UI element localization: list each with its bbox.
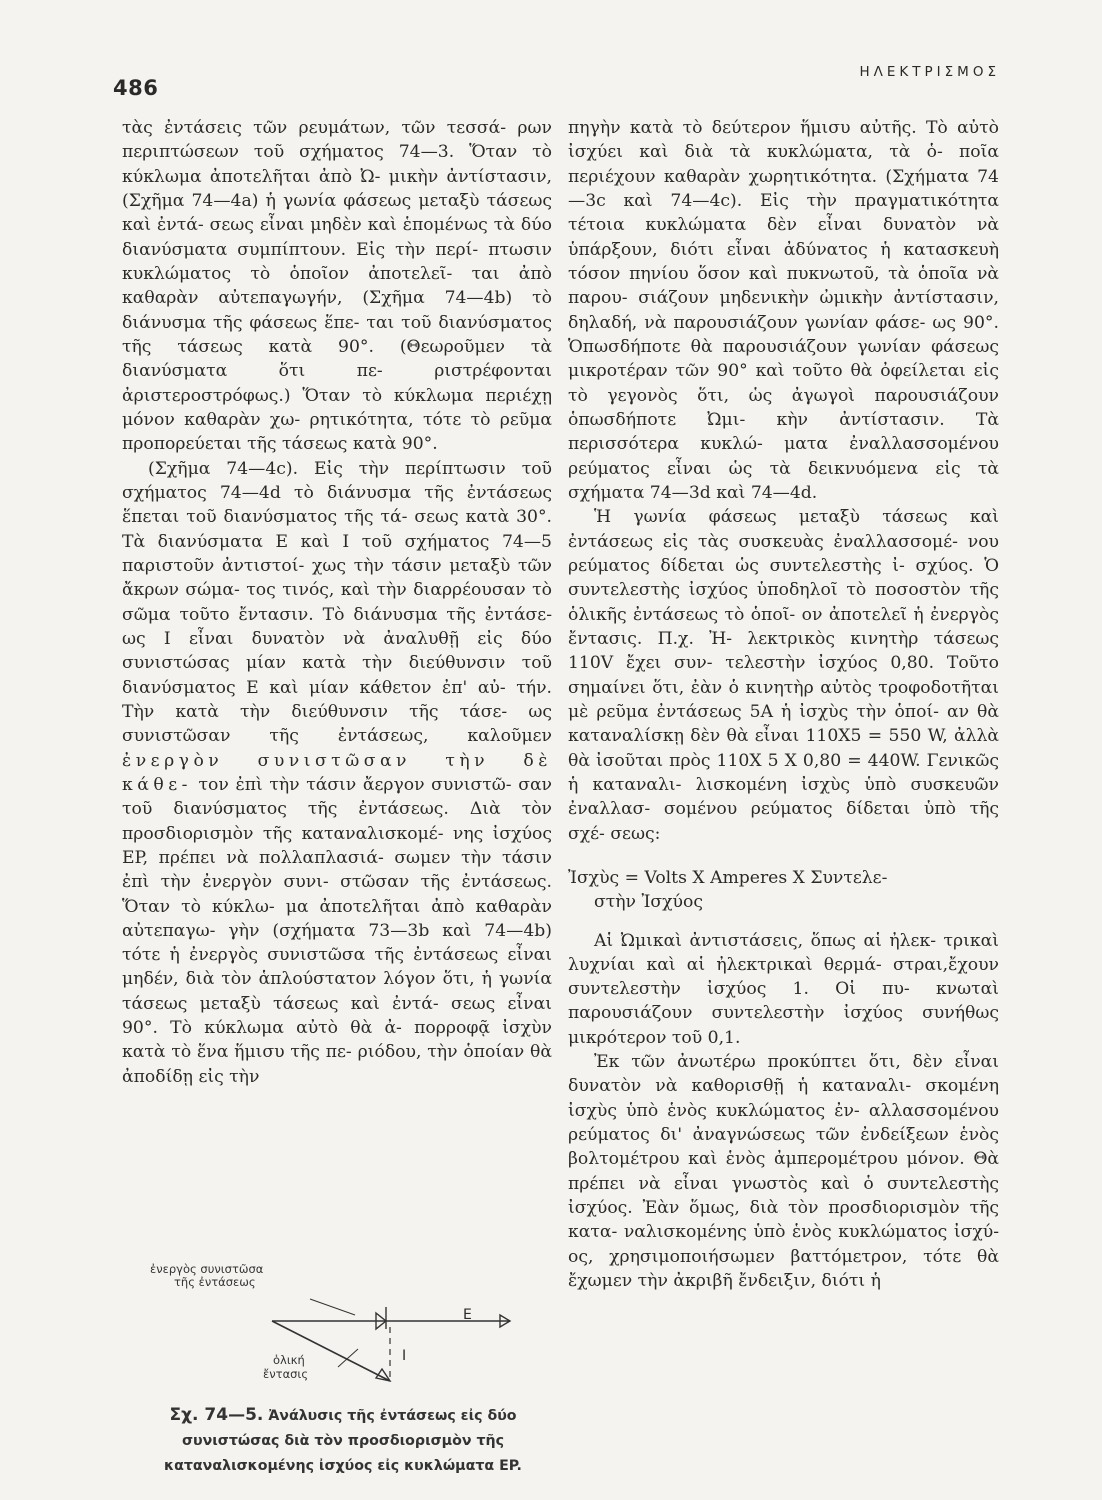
text-line: ματα ἐναλλασσομένου ρεύματος εἶναι ὡς — [568, 434, 999, 479]
text-line: συνιστώσας μίαν κατὰ τὴν διεύθυνσιν τοῦ — [122, 653, 552, 674]
text-line: ἐνεργὸν συνιστῶσαν τὴν δὲ κάθε- — [122, 750, 552, 795]
text-line: τοῦτο θὰ ὀφείλεται εἰς τὸ γεγονὸς ὅτι, ὡς — [568, 361, 1000, 406]
paragraph — [122, 116, 552, 457]
left-column — [122, 116, 552, 1089]
text-line: χως τὴν τάσιν μεταξὺ τῶν ἄκρων σώμα- — [122, 555, 552, 601]
leader-line-total — [338, 1349, 358, 1367]
caption-text: Ἀνάλυσις τῆς ἐντάσεως εἰς δύο συνιστώσας διὰ τὸν προσδιορισμὸν τῆς καταναλισκομένης ἰσχύος εἰς κυκλώματα EP. — [164, 1408, 522, 1474]
leader-line-active — [310, 1299, 355, 1315]
text-line: αλλασσομένου ρεύματος δι' ἀναγνώσεως — [568, 1100, 999, 1146]
text-line: ρων περιπτώσεων τοῦ σχήματος 74—3. — [122, 118, 552, 163]
text-line: ριόδου, τὴν ὁποίαν θὰ ἀποδίδῃ εἰς τὴν — [122, 1042, 553, 1087]
text-line: σκομένη ἰσχὺς ὑπὸ ἑνὸς κυκλώματος ἐν- — [568, 1076, 999, 1121]
text-line: ναλισκομένης ὑπὸ ἑνὸς κυκλώματος ἰσχύ- — [623, 1222, 999, 1243]
text-line: νου ρεύματος δίδεται ὡς συντελεστὴς ἰ- — [568, 531, 999, 576]
text-line: ται ἀπὸ καθαρὰν αὐτεπαγωγήν, (Σχῆμα — [122, 263, 552, 309]
text-line: γωνία φάσεως μεταξὺ τάσεως καὶ ἐντά- — [122, 190, 552, 236]
text-line: τοῦ σχήματος 74—4d τὸ διάνυσμα τῆς — [122, 458, 552, 503]
paragraph — [568, 929, 999, 1051]
formula — [568, 866, 999, 915]
label-active-component: ἐνεργὸς συνιστῶσα — [150, 1262, 264, 1276]
text-line: θὰ ἔχωμεν τὴν ἀκριβῆ ἔνδειξιν, διότι ἡ — [568, 1246, 999, 1292]
text-line: εἶναι ἀδύνατος ἡ κατασκευὴ τόσον πηνίου — [568, 239, 999, 284]
paragraph — [568, 116, 999, 505]
paragraph — [568, 1050, 999, 1293]
text-line: = 550 W, ἀλλὰ θὰ ἰσοῦται πρὸς 110X — [568, 726, 999, 771]
text-line: σεως: — [610, 823, 661, 844]
text-line: γνωστὸς καὶ ὁ συντελεστὴς ἰσχύος. Ἐὰν — [568, 1173, 999, 1219]
text-line: τὰς ἐντάσεις τῶν ρευμάτων, τῶν τεσσά- — [122, 118, 507, 138]
text-line: στῶσαν τῆς ἐντάσεως. Ὅταν τὸ κύκλω- — [122, 872, 553, 917]
text-line: τῆς τάσεως κατὰ 90°. — [247, 434, 438, 455]
text-line: ος, χρησιμοποιήσωμεν βαττόμετρον, τότε — [568, 1246, 962, 1267]
text-line: εἶναι δυνατὸν νὰ καθορισθῇ ἡ καταναλι- — [568, 1052, 999, 1097]
text-line: λεκτρικὸς κινητὴρ τάσεως 110V ἔχει συν- — [568, 628, 999, 674]
text-line: συνήθως μικρότερον τοῦ 0,1. — [568, 1003, 999, 1048]
text-line: Ἰσχὺς = Volts X Amperes X Συντελε- — [568, 867, 888, 888]
page-number: 486 — [113, 76, 159, 100]
text-line: ως συνιστῶσαν τῆς ἐντάσεως, καλοῦμεν — [122, 701, 552, 747]
text-line: ται τοῦ διανύσματος τῆς τάσεως κατὰ — [122, 312, 553, 357]
text-line: ἀμπερομέτρου μόνον. Θὰ πρέπει νὰ εἶναι — [568, 1149, 1000, 1194]
vector-diagram — [120, 1263, 560, 1393]
text-line: πτωσιν κυκλώματος τὸ ὁποῖον ἀποτελεῖ- — [122, 239, 552, 284]
text-line: ὅτι, ἐὰν ὁ κινητὴρ αὐτὸς τροφοδοτῆται — [652, 677, 1000, 698]
text-line: (Σχῆμα 74—4c). Εἰς τὴν περίπτωσιν — [148, 458, 506, 479]
text-line: σιάζουν μηδενικὴν ὠμικὴν ἀντίστασιν, — [638, 288, 1000, 309]
text-line: τὴν πραγματικότητα τέτοια κυκλώματα — [568, 190, 999, 236]
text-line: ἀγωγοὶ παρουσιάζουν ὁπωσδήποτε Ὠμι- — [568, 385, 999, 430]
text-line: τον ἐπὶ τὴν τάσιν ἄεργον συνιστῶ- — [198, 774, 512, 795]
text-line: αὐτὸ ἰσχύει καὶ διὰ τὰ κυκλώματα, τὰ ὁ- — [568, 118, 999, 163]
text-line: μα ἀποτελῆται ἀπὸ καθαρὰν αὐτεπαγω- — [122, 896, 552, 941]
text-line: τὸ ποσοστὸν τῆς ὁλικῆς ἐντάσεως τὸ ὁποῖ- — [568, 580, 999, 625]
text-line: τοῦ σχήματος 74—5 παριστοῦν ἀντιστοί- — [122, 531, 552, 576]
text-line: στὴν Ἰσχύος — [594, 892, 703, 913]
text-line: τήν. Τὴν κατὰ τὴν διεύθυνσιν τῆς τάσε- — [122, 677, 552, 722]
text-line: σεως εἶναι 90°. Τὸ κύκλωμα αὐτὸ θὰ ἀ- — [122, 993, 552, 1039]
text-line: τὰ δεικνυόμενα εἰς τὰ σχήματα 74—3d — [568, 458, 999, 503]
text-line: κνωταὶ παρουσιάζουν συντελεστὴν ἰσχύος — [568, 979, 999, 1024]
text-line: νης ἰσχύος EP, πρέπει νὰ πολλαπλασιά- — [122, 823, 552, 868]
text-line: Αἱ Ὠμικαὶ ἀντιστάσεις, ὅπως αἱ ἠλεκ- — [594, 930, 936, 951]
text-line: δὲν εἶναι δυνατὸν νὰ ὑπάρξουν, διότι — [568, 215, 1000, 260]
text-line: Ὅταν τὸ κύκλωμα ἀποτελῆται ἀπὸ Ὠ- — [122, 142, 552, 187]
caption-number: Σχ. 74—5. — [169, 1405, 264, 1425]
text-line: γὴν (σχήματα 73—3b καὶ 74—4b) τότε — [122, 920, 552, 966]
text-line: ὅσον καὶ πυκνωτοῦ, τὰ ὁποῖα νὰ παρου- — [568, 263, 999, 309]
text-line: πορροφᾷ ἰσχὺν κατὰ τὸ ἕνα ἥμισυ τῆς πε- — [122, 1018, 552, 1063]
text-line: τρικαὶ λυχνίαι καὶ αἱ ἠλεκτρικαὶ θερμά- — [568, 930, 999, 975]
paragraph — [568, 505, 999, 846]
text-line: ριστρέφονται ἀριστεροστρόφως.) Ὅταν — [122, 361, 552, 406]
text-line: ως 90°. Ὁπωσδήποτε θὰ παρουσιάζουν — [568, 312, 999, 357]
text-line: καὶ 74—4d. — [716, 482, 818, 503]
text-line: Ἐκ τῶν ἀνωτέρω προκύπτει ὅτι, δὲν — [594, 1052, 943, 1073]
text-line: στραι,ἔχουν συντελεστὴν ἰσχύος 1. Οἱ πυ- — [568, 954, 999, 1000]
label-i: I — [402, 1348, 407, 1364]
text-line: αν θὰ καταναλίσκῃ δὲν θὰ εἶναι 110X5 — [568, 701, 999, 747]
text-line: διανύσματος E καὶ μίαν κάθετον ἐπ' αὐ- — [122, 677, 506, 698]
label-e: E — [463, 1307, 472, 1323]
text-line: μὲ ρεῦμα ἐντάσεως 5A ἡ ἰσχὺς τὴν ὁποί- — [568, 701, 939, 722]
text-line: ὅμως, διὰ τὸν προσδιορισμὸν τῆς κατα- — [568, 1198, 1000, 1243]
text-line: σεως κατὰ 30°. Τὰ διανύσματα E καὶ I — [122, 507, 553, 552]
text-line: ως I εἶναι δυνατὸν νὰ ἀναλυθῇ εἰς δύο — [122, 628, 552, 649]
text-line: γωνίαν φάσεως μικροτέραν τῶν 90° καὶ — [568, 336, 999, 382]
text-line: τὸ κύκλωμα περιέχῃ μόνον καθαρὰν χω- — [122, 385, 552, 430]
label-total-current-2: ἔντασις — [263, 1367, 309, 1381]
text-line: σαν τοῦ διανύσματος τῆς ἐντάσεως. Διὰ — [122, 774, 553, 820]
text-line: 90°. (Θεωροῦμεν τὰ διανύσματα ὅτι πε- — [122, 336, 553, 382]
text-line: ἐντάσεως εἰς τὰς συσκευὰς ἐναλλασσομέ- — [568, 531, 958, 552]
text-line: πηγὴν κατὰ τὸ δεύτερον ἥμισυ αὐτῆς. Τὸ — [568, 118, 948, 138]
text-line: (Σχήματα 74—3c καὶ 74—4c). Εἰς — [568, 166, 999, 211]
text-line: τῶν ἐνδείξεων ἑνὸς βολτομέτρου καὶ ἑνὸς — [568, 1125, 1000, 1170]
label-total-current: ὁλική — [273, 1353, 305, 1367]
label-active-component-2: τῆς ἐντάσεως — [174, 1275, 256, 1289]
text-line: ἡ ἐνεργὸς συνιστῶσα τῆς ἐντάσεως εἶναι — [169, 945, 552, 966]
text-line: μηδέν, διὰ τὸν ἁπλούστατον λόγον ὅτι, ἡ — [122, 969, 492, 990]
text-line: κὴν ἀντίστασιν. Τὰ περισσότερα κυκλώ- — [568, 409, 1000, 455]
text-line: δηλαδή, νὰ παρουσιάζουν γωνίαν φάσε- — [568, 312, 926, 333]
text-line: σεως εἶναι μηδὲν καὶ ἑπομένως τὰ δύο — [209, 215, 552, 236]
text-line: ποῖα περιέχουν καθαρὰν χωρητικότητα. — [568, 142, 1000, 187]
text-line: ρητικότητα, τότε τὸ ρεῦμα προπορεύεται — [122, 409, 553, 455]
text-line: σωμεν τὴν τάσιν ἐπὶ τὴν ἐνεργὸν συνι- — [122, 847, 552, 893]
text-line: τὸν προσδιορισμὸν τῆς καταναλισκομέ- — [122, 799, 552, 844]
text-line: τοῦτο ἔντασιν. Τὸ διάνυσμα τῆς ἐντάσε- — [179, 604, 552, 625]
text-line: γωνία τάσεως μεταξὺ τάσεως καὶ ἐντά- — [122, 969, 552, 1014]
text-line: ἐντάσεως ἕπεται τοῦ διανύσματος τῆς τά- — [122, 482, 552, 528]
text-line: τελεστὴν ἰσχύος 0,80. Τοῦτο σημαίνει — [568, 653, 999, 698]
figure-caption — [128, 1403, 558, 1479]
text-line: σχύος. Ὁ συντελεστὴς ἰσχύος ὑποδηλοῖ — [568, 555, 999, 601]
text-line: 5 X 0,80 = 440W. Γενικῶς ἡ καταναλι- — [568, 750, 999, 795]
text-line: Ἡ γωνία φάσεως μεταξὺ τάσεως καὶ — [594, 507, 999, 528]
running-head: ΗΛΕΚΤΡΙΣΜΟΣ — [859, 64, 1000, 80]
text-line: σομένου ρεύματος δίδεται ὑπὸ τῆς σχέ- — [568, 799, 999, 844]
right-column — [568, 116, 999, 1293]
text-line: 74—4b) τὸ διάνυσμα τῆς φάσεως ἕπε- — [122, 288, 552, 333]
text-line: τος τινός, καὶ τὴν διαρρέουσαν τὸ σῶμα — [122, 580, 553, 625]
text-line: ον ἀποτελεῖ ἡ ἐνεργὸς ἔντασις. Π.χ. Ἠ- — [568, 604, 999, 649]
text-line: διανύσματα συμπίπτουν. Εἰς τὴν περί- — [122, 239, 479, 260]
text-line: λισκομένη ἰσχὺς ὑπὸ συσκευῶν ἐναλλασ- — [568, 774, 999, 820]
text-line: μικὴν ἀντίστασιν, (Σχῆμα 74—4a) ἡ — [122, 166, 552, 211]
paragraph — [122, 457, 552, 1090]
